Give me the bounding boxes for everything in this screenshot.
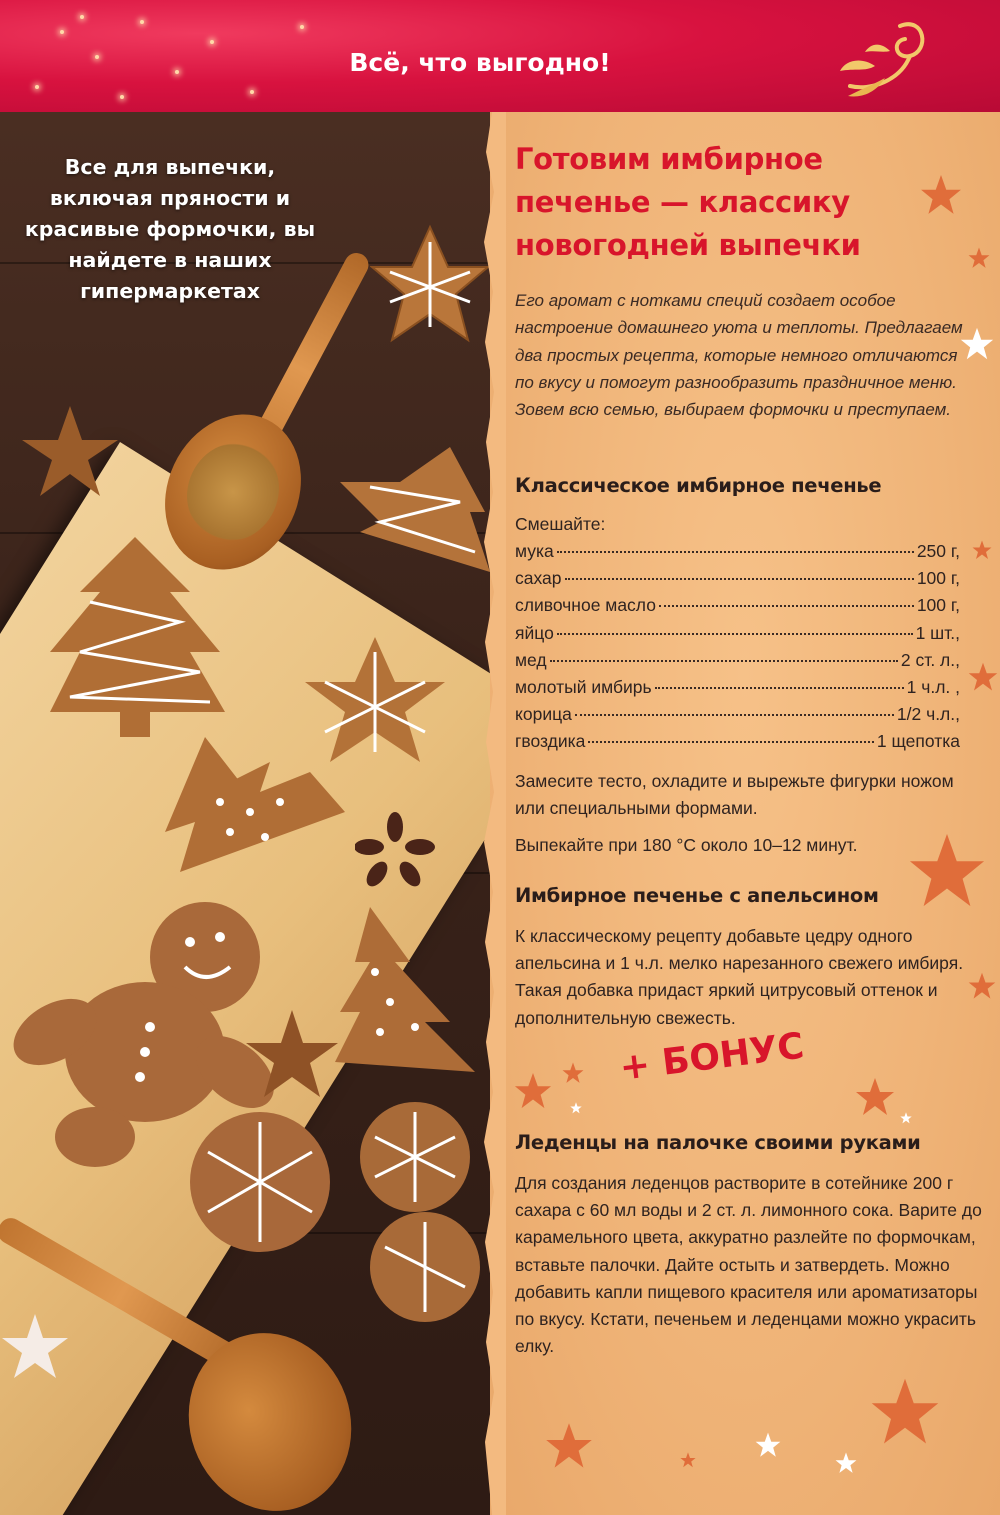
ingredient-name: гвоздика bbox=[515, 731, 586, 752]
star-decoration-icon bbox=[755, 1432, 781, 1458]
recipe-orange-title: Имбирное печенье с апельсином bbox=[515, 884, 879, 907]
ingredient-name: корица bbox=[515, 704, 572, 725]
ingredient-quantity: 1/2 ч.л., bbox=[896, 704, 960, 725]
tree-cookie-icon bbox=[340, 442, 490, 622]
ingredient-name: сливочное масло bbox=[515, 595, 656, 616]
header-banner bbox=[0, 0, 1000, 112]
ingredient-quantity: 100 г, bbox=[916, 595, 960, 616]
ingredient-row bbox=[515, 595, 960, 622]
gingerbread-photo bbox=[0, 112, 490, 1515]
star-decoration-icon bbox=[960, 327, 994, 361]
star-decoration-icon bbox=[968, 247, 990, 269]
star-anise-icon bbox=[355, 812, 435, 892]
ingredient-row bbox=[515, 731, 960, 758]
star-decoration-icon bbox=[545, 1422, 593, 1470]
ingredient-name: мука bbox=[515, 541, 554, 561]
ingredient-quantity: 2 ст. л., bbox=[900, 649, 960, 670]
ingredient-row bbox=[515, 568, 960, 595]
bonus-label: + БОНУС bbox=[617, 1025, 807, 1089]
ingredient-row bbox=[515, 541, 960, 568]
photo-caption: Все для выпечки, включая пряности и красивые формочки, вы найдете в наших гипермаркетах bbox=[24, 155, 316, 303]
ingredient-row bbox=[515, 677, 960, 704]
ingredient-row bbox=[515, 623, 960, 650]
gold-swirl-icon bbox=[830, 6, 940, 106]
ingredient-quantity: 100 г, bbox=[916, 568, 960, 589]
star-decoration-icon bbox=[514, 1072, 552, 1110]
star-cookie-icon bbox=[245, 1007, 340, 1102]
article-headline: Готовим имбирное печенье — классику новогодней выпечки bbox=[515, 142, 861, 262]
tree-cookie-icon bbox=[330, 902, 480, 1082]
torn-paper-edge bbox=[476, 112, 506, 1515]
tree-cookie-icon bbox=[160, 732, 350, 882]
mix-label: Смешайте: bbox=[515, 514, 606, 534]
ingredient-quantity: 1 ч.л. , bbox=[906, 676, 960, 697]
ingredient-quantity: 1 шт., bbox=[915, 622, 960, 643]
ingredient-name: сахар bbox=[515, 568, 562, 589]
recipe-lollipop-title: Леденцы на палочке своими руками bbox=[515, 1131, 921, 1154]
header-title: Всё, что выгодно! bbox=[349, 48, 611, 77]
star-decoration-icon bbox=[972, 540, 992, 560]
ingredient-row bbox=[515, 704, 960, 731]
snowflake-cookie-icon bbox=[340, 1097, 490, 1327]
ingredient-name: яйцо bbox=[515, 622, 554, 643]
recipe-classic-method: Замесите тесто, охладите и вырежьте фигурки ножом или специальными формами. bbox=[515, 771, 954, 819]
star-decoration-icon bbox=[570, 1102, 582, 1114]
snowflake-cookie-icon bbox=[180, 1102, 340, 1262]
ingredient-quantity: 250 г, bbox=[916, 541, 960, 561]
ingredient-name: молотый имбирь bbox=[515, 676, 652, 697]
star-decoration-icon bbox=[968, 662, 998, 692]
tree-cookie-icon bbox=[40, 532, 230, 742]
ingredient-list bbox=[515, 541, 960, 759]
star-decoration-icon bbox=[562, 1062, 584, 1084]
star-decoration-icon bbox=[855, 1077, 895, 1117]
article-intro: Его аромат с нотками специй создает особое настроение домашнего уюта и теплоты. Предлагаем два простых рецепта, которые немного отличаются по вкусу и помогут разнообразить праздничное меню. Зовем всю семью, выбираем формочки и преступаем. bbox=[515, 291, 963, 420]
ingredient-quantity: 1 щепотка bbox=[876, 731, 960, 752]
ingredient-row bbox=[515, 650, 960, 677]
recipe-classic-title: Классическое имбирное печенье bbox=[515, 474, 882, 497]
star-decoration-icon bbox=[870, 1377, 940, 1447]
star-cookie-icon bbox=[370, 222, 490, 362]
star-decoration-icon bbox=[835, 1452, 857, 1474]
star-decoration-icon bbox=[900, 1112, 912, 1124]
star-cookie-icon bbox=[20, 402, 120, 502]
recipe-classic-bake: Выпекайте при 180 °С около 10–12 минут. bbox=[515, 835, 858, 855]
star-decoration-icon bbox=[0, 1312, 70, 1382]
star-decoration-icon bbox=[680, 1452, 696, 1468]
ingredient-name: мед bbox=[515, 649, 547, 670]
recipe-lollipop-text: Для создания леденцов растворите в сотейнике 200 г сахара с 60 мл воды и 2 ст. л. лимонного сока. Варите до карамельного цвета, аккуратно разлейте по формочкам, вставьте палочки. Дайте остыть и затвердеть. Можно добавить капли пищевого красителя или ароматизаторы по вкусу. Кстати, печеньем и леденцами можно украсить елку. bbox=[515, 1173, 982, 1357]
recipe-orange-text: К классическому рецепту добавьте цедру одного апельсина и 1 ч.л. мелко нарезанного свежего имбиря. Такая добавка придаст яркий цитрусовый оттенок и дополнительную свежесть. bbox=[515, 926, 964, 1028]
